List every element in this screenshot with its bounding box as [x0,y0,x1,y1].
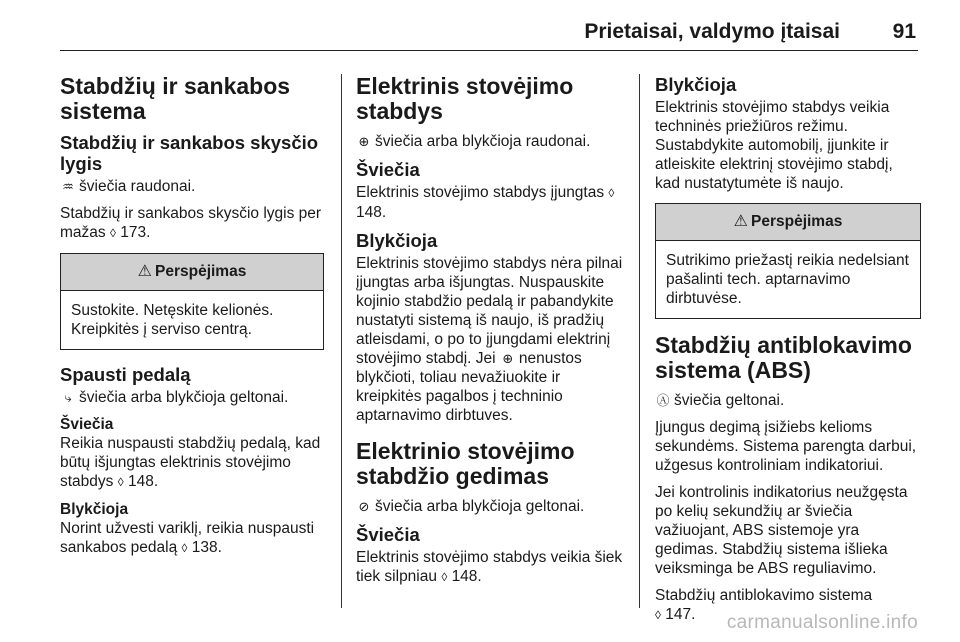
page-reference-icon: ◊ [608,186,615,200]
indicator-text: šviečia arba blykčioja geltonai. [375,498,585,515]
paragraph: Elektrinis stovėjimo stabdys nėra pilnai įjungtas arba išjungtas. Nuspauskite kojinio stabdžio pedalą ir pabandykite nustatyti sistemą iš naujo, iš pradžių atleisdami, o po to įjungdami elektrinį stovėjimo stabdį. Jei [356,255,623,367]
page-reference-icon: ◊ [441,570,448,584]
column-3 [655,74,921,625]
warning-icon: ⚠ [137,263,152,280]
page-reference-icon: ◊ [109,226,116,240]
press-pedal-icon: ⤷ [64,390,72,405]
section-heading: Elektrinio stovėjimo stabdžio gedimas [356,438,575,489]
paragraph: Elektrinis stovėjimo stabdys veikia techninės priežiūros režimu. Sustabdykite automobilį, įjunkite ir atleiskite elektrinį stovėjimo stabdį, kad nustatytumėte iš naujo. [655,99,893,192]
page-title: Prietaisai, valdymo įtaisai [584,20,840,43]
page-reference[interactable]: 138. [191,539,222,556]
paragraph: Elektrinis stovėjimo stabdys veikia šiek tiek silpniau [356,549,623,585]
page-reference-icon: ◊ [655,608,661,622]
warning-title: Perspėjimas [751,213,843,230]
subsection-heading: Blykčioja [655,74,737,95]
warning-box [655,203,921,319]
paragraph: Reikia nuspausti stabdžių pedalą, kad būtų išjungtas elektrinis stovėjimo stabdys [60,435,321,490]
column-2 [356,74,626,595]
subsection-heading: Stabdžių ir sankabos skysčio lygis [60,132,319,174]
column-divider [639,74,640,608]
parking-brake-icon: ⊕ [502,351,514,366]
warning-icon: ⚠ [733,213,748,230]
page-reference[interactable]: 147. [665,606,696,623]
warning-box [60,253,324,350]
paragraph: Norint užvesti variklį, reikia nuspausti sankabos pedalą [60,520,315,556]
minor-heading: Blykčioja [60,501,129,518]
abs-icon: Ⓐ [656,393,670,408]
warning-body: Sustokite. Netęskite kelionės. Kreipkitės į serviso centrą. [71,302,274,338]
warning-title: Perspėjimas [155,263,247,280]
section-heading: Stabdžių antiblokavimo sistema (ABS) [655,332,912,383]
parking-brake-icon: ⊕ [358,134,370,149]
indicator-text: šviečia raudonai. [79,178,196,195]
brake-fluid-icon: ♒ [62,179,74,194]
indicator-text: šviečia arba blykčioja raudonai. [375,133,591,150]
page-reference-icon: ◊ [181,541,188,555]
subsection-heading: Šviečia [356,524,420,545]
paragraph: Įjungus degimą įsižiebs kelioms sekundėms. Sistema parengta darbui, užgesus kontroliniam indikatoriui. [655,419,917,474]
page-reference[interactable]: 148. [356,204,387,221]
page-reference[interactable]: 148. [127,473,159,490]
page-reference-icon: ◊ [117,475,124,489]
minor-heading: Šviečia [60,416,114,433]
paragraph: Stabdžių ir sankabos skysčio lygis per mažas [60,205,322,241]
subsection-heading: Blykčioja [356,230,438,251]
paragraph: Elektrinis stovėjimo stabdys įjungtas [356,184,605,201]
page-reference[interactable]: 148. [451,568,482,585]
warning-body: Sutrikimo priežastį reikia nedelsiant pašalinti tech. aptarnavimo dirbtuvėse. [666,252,909,307]
warning-header [61,254,323,291]
subsection-heading: Šviečia [356,159,420,180]
column-1 [60,74,324,566]
indicator-text: šviečia arba blykčioja geltonai. [79,389,289,406]
subsection-heading: Spausti pedalą [60,364,191,385]
paragraph: Stabdžių antiblokavimo sistema [655,587,873,604]
page-header [60,10,918,51]
parking-brake-fault-icon: ⊘ [358,499,370,514]
page-number: 91 [892,20,916,43]
watermark: carmanualsonline.info [726,612,918,633]
section-heading: Stabdžių ir sankabos sistema [60,73,291,124]
indicator-text: šviečia geltonai. [674,392,785,409]
page-reference[interactable]: 173. [120,224,151,241]
warning-header [656,204,920,241]
paragraph: Jei kontrolinis indikatorius neužgęsta po kelių sekundžių ar šviečia važiuojant, ABS sistemoje yra gedimas. Stabdžių sistema išlieka veiksminga be ABS reguliavimo. [655,484,908,577]
section-heading: Elektrinis stovėjimo stabdys [356,73,574,124]
column-divider [341,74,342,608]
paragraph: nenustos blykčioti, toliau nevažiuokite ir kreipkitės pagalbos į techninio aptarnavimo dirbtuves. [356,350,582,424]
